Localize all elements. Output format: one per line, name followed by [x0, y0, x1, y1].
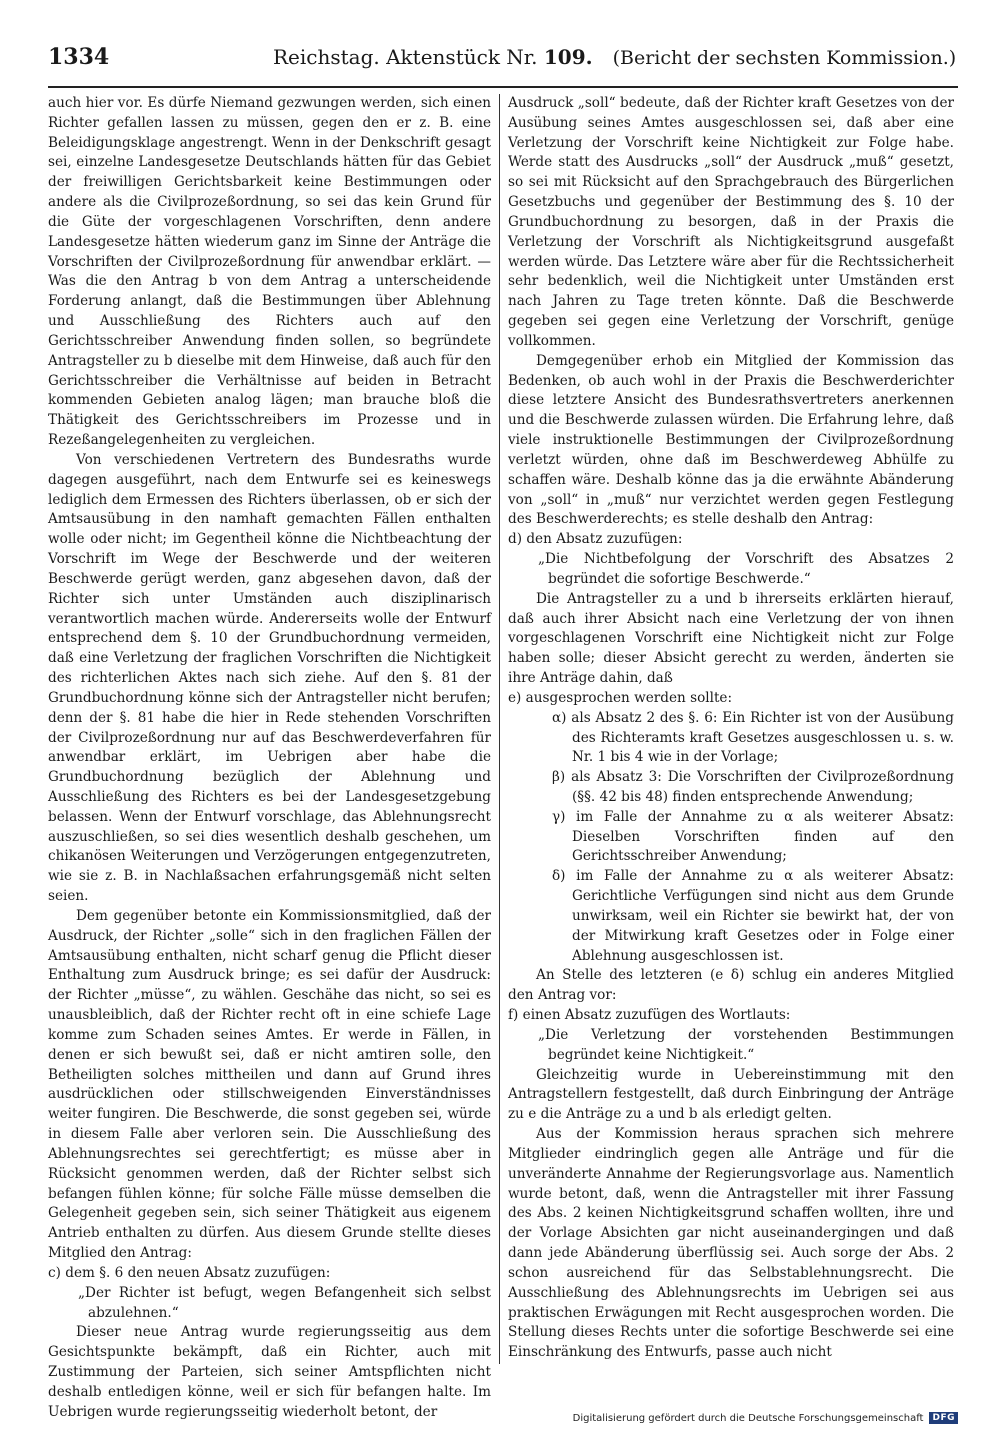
paragraph: Dem gegenüber betonte ein Kommissionsmitglied, daß der Ausdruck, der Richter „solle“ sich in den fraglichen Fällen der Amtsausübung enthalten, nicht scharf genug die Pflicht dieser Enthaltung zum Ausdruck bringe; es sei dafür der Ausdruck: der Richter „müsse“, zu wählen. Geschähe das nicht, so sei es unausbleiblich, daß der Richter recht oft in eine schiefe Lage komme zum Schaden seines Amtes. Er werde in Fällen, in denen er sich bewußt sei, daß er nicht amtiren solle, den Betheiligten solches mittheilen und dann auf Grund ihres ausdrücklichen oder stillschweigenden Einverständnisses weiter fungiren. Die Beschwerde, die sonst gegeben sei, würde in diesem Falle aber verloren sein. Die Ausschließung des Ablehnungsrechtes sei gerechtfertigt; es müsse aber in Rücksicht genommen werden, daß der Richter selbst sich befangen fühlen könne; für solche Fälle müsse demselben die Gelegenheit gegeben sein, sich seiner Thätigkeit aus eigenem Antrieb enthalten zu dürfen. Aus diesem Grunde stellte dieses Mitglied den Antrag:	[48, 907, 491, 1262]
footer	[573, 1412, 958, 1424]
paragraph: Von verschiedenen Vertretern des Bundesraths wurde dagegen ausgeführt, nach dem Entwurfe sei es keineswegs lediglich dem Ermessen des Richters überlassen, ob er sich der Amtsausübung in den namhaft gemachten Fällen enthalten wolle oder nicht; im Gegentheil könne die Nichtbeachtung der Vorschrift im Wege der Beschwerde und der weiteren Beschwerde gerügt werden, ganz abgesehen davon, daß der Richter sich unter Umständen auch disziplinarisch verantwortlich machen würde. Andererseits wolle der Entwurf entsprechend dem §. 10 der Grundbuchordnung vermeiden, daß eine Verletzung der fraglichen Vorschriften die Nichtigkeit des richterlichen Aktes nach sich ziehe. Auf den §. 81 der Grundbuchordnung könne sich der Antragsteller nicht berufen; denn der §. 81 habe die hier in Rede stehenden Vorschriften der Civilprozeßordnung nur auf das Beschwerdeverfahren für anwendbar erklärt, im Uebrigen aber habe die Grundbuchordnung bezüglich der Ablehnung und Ausschließung des Richters es bei der Landesgesetzgebung belassen. Wenn der Entwurf vorschlage, das Ablehnungsrecht auszuschließen, so sei dies wesentlich deshalb geschehen, um chikanösen Weiterungen und Verzögerungen entgegenzutreten, wie sie z. B. in Nachlaßsachen erfahrungsgemäß nicht selten seien.	[48, 451, 491, 905]
left-column	[48, 94, 491, 1420]
quoted-text: „Die Nichtbefolgung der Vorschrift des Absatzes 2 begründet die sofortige Beschwerde.“	[538, 551, 954, 587]
paragraph: Die Antragsteller zu a und b ihrerseits erklärten hierauf, daß auch ihrer Absicht nach eine Verletzung der von ihnen vorgeschlagenen Vorschrift eine Nichtigkeit nicht zur Folge haben solle; dieser Absicht gerecht zu werden, änderten sie ihre Anträge dahin, daß	[508, 590, 954, 687]
motion-item: δ) im Falle der Annahme zu α als weiterer Absatz: Gerichtliche Verfügungen sind nicht aus dem Grunde unwirksam, weil ein Richter sie bewirkt hat, der von der Mitwirkung kraft Gesetzes oder in Folge einer Ablehnung ausgeschlossen ist.	[552, 868, 954, 964]
paragraph: An Stelle des letzteren (e δ) schlug ein anderes Mitglied den Antrag vor:	[508, 967, 954, 1004]
paragraph: auch hier vor. Es dürfe Niemand gezwungen werden, sich einen Richter gefallen lassen zu müssen, gegen den er z. B. eine Beleidigungsklage angestrengt. Wenn in der Denkschrift gesagt sei, einzelne Landesgesetze Deutschlands hätten für das Gebiet der freiwilligen Gerichtsbarkeit keine Bestimmungen oder andere als die Civilprozeßordnung, so sei das kein Grund für die Güte der vorgeschlagenen Vorschriften, denn andere Landesgesetze hätten wiederum ganz im Sinne der Anträge die Vorschriften der Civilprozeßordnung für anwendbar erklärt. — Was die den Antrag b von dem Antrag a unterscheidende Forderung anlangt, daß die Bestimmungen über Ablehnung und Ausschließung des Richters auch auf den Gerichtsschreiber Anwendung finden sollen, so begründete Antragsteller zu b dieselbe mit dem Hinweise, daß auch für den Gerichtsschreiber die Verhältnisse auf beiden in Betracht kommenden Gebieten analog lägen; man brauche bloß die Thätigkeit des Gerichtsschreibers im Prozesse und in Rezeßangelegenheiten zu vergleichen.	[48, 95, 491, 449]
paragraph: Demgegenüber erhob ein Mitglied der Kommission das Bedenken, ob auch wohl in der Praxis die Beschwerderichter diese letztere Ansicht des Bundesrathsvertreters anerkennen und die Beschwerde zulassen würden. Die Erfahrung lehre, daß viele instruktionelle Bestimmungen der Civilprozeßordnung verletzt würden, ohne daß im Beschwerdeweg Abhülfe zu schaffen wäre. Deshalb könne das ja die erwähnte Abänderung von „soll“ in „muß“ nur verzichtet werden gegen Festlegung des Beschwerderechts; es stelle deshalb den Antrag:	[508, 352, 954, 528]
quoted-text: „Die Verletzung der vorstehenden Bestimmungen begründet keine Nichtigkeit.“	[538, 1026, 954, 1063]
motion-item: γ) im Falle der Annahme zu α als weiterer Absatz: Dieselben Vorschriften finden auf den Gerichtsschreiber Anwendung;	[552, 808, 954, 865]
paragraph: Aus der Kommission heraus sprachen sich mehrere Mitglieder eindringlich gegen alle Anträge und für die unveränderte Annahme der Regierungsvorlage aus. Namentlich wurde betont, daß, wenn die Antragsteller mit ihrer Fassung des Abs. 2 keinen Nichtigkeitsgrund schaffen wollten, ihre und der Vorlage Absichten gar nicht auseinandergingen und daß dann jede Abänderung überflüssig sei. Auch sorge der Abs. 2 schon ausreichend für das Selbstablehnungsrecht. Die Ausschließung des Ablehnungsrechts im Uebrigen sei aus praktischen Erwägungen mit Recht ausgesprochen worden. Die Stellung dieses Rechts unter die sofortige Beschwerde sei eine Einschränkung des Entwurfs, passe auch nicht	[508, 1126, 954, 1361]
motion-item: c) dem §. 6 den neuen Absatz zuzufügen:	[48, 1264, 331, 1281]
header-title	[273, 45, 593, 69]
right-column	[508, 94, 954, 1364]
document-number: 109.	[543, 45, 593, 69]
page-header	[48, 44, 958, 82]
paragraph: Dieser neue Antrag wurde regierungsseitig aus dem Gesichtspunkte bekämpft, daß ein Richter, auch mit Zustimmung der Parteien, sich seiner Amtspflichten nicht deshalb entledigen könne, weil er sich für befangen halte. Im Uebrigen wurde regierungsseitig wiederholt betont, der	[48, 1324, 491, 1420]
page-number: 1334	[48, 44, 110, 70]
motion-item: e) ausgesprochen werden sollte:	[508, 689, 733, 706]
dfg-logo: DFG	[929, 1412, 958, 1424]
paragraph: Gleichzeitig wurde in Uebereinstimmung mit den Antragstellern festgestellt, daß durch Einbringung der Anträge zu e die Anträge zu a und b als erledigt gelten.	[508, 1066, 954, 1123]
motion-item: β) als Absatz 3: Die Vorschriften der Civilprozeßordnung (§§. 42 bis 48) finden entsprechende Anwendung;	[552, 769, 954, 805]
header-rule	[48, 86, 958, 88]
paragraph: Ausdruck „soll“ bedeute, daß der Richter kraft Gesetzes von der Ausübung seines Amtes ausgeschlossen sei, daß aber eine Verletzung der Vorschrift keine Nichtigkeit zur Folge habe. Werde statt des Ausdrucks „soll“ der Ausdruck „muß“ gesetzt, so sei mit Rücksicht auf den Sprachgebrauch des Bürgerlichen Gesetzbuchs und gegenüber der Bestimmung des §. 10 der Grundbuchordnung zu besorgen, daß in der Praxis die Verletzung der Vorschrift als Nichtigkeitsgrund ausgefaßt werden würde. Das Letztere wäre aber für die Rechtssicherheit sehr bedenklich, weil die Nichtigkeit unter Umständen erst nach Jahren zu Tage treten könnte. Daß die Beschwerde gegeben sei gegen eine Verletzung der Vorschrift, genüge vollkommen.	[508, 95, 954, 349]
column-divider	[499, 94, 500, 1364]
header-subtitle: (Bericht der sechsten Kommission.)	[612, 47, 957, 69]
quoted-text: „Der Richter ist befugt, wegen Befangenheit sich selbst abzulehnen.“	[78, 1284, 491, 1321]
motion-item: f) einen Absatz zuzufügen des Wortlauts:	[508, 1007, 791, 1024]
motion-item: d) den Absatz zuzufügen:	[508, 531, 683, 548]
footer-credit: Digitalisierung gefördert durch die Deutsche Forschungsgemeinschaft	[572, 1412, 924, 1424]
header-title-prefix: Reichstag. Aktenstück Nr.	[273, 45, 538, 69]
motion-item: α) als Absatz 2 des §. 6: Ein Richter ist von der Ausübung des Richteramts kraft Gesetzes ausgeschlossen u. s. w. Nr. 1 bis 4 wie in der Vorlage;	[552, 709, 954, 766]
